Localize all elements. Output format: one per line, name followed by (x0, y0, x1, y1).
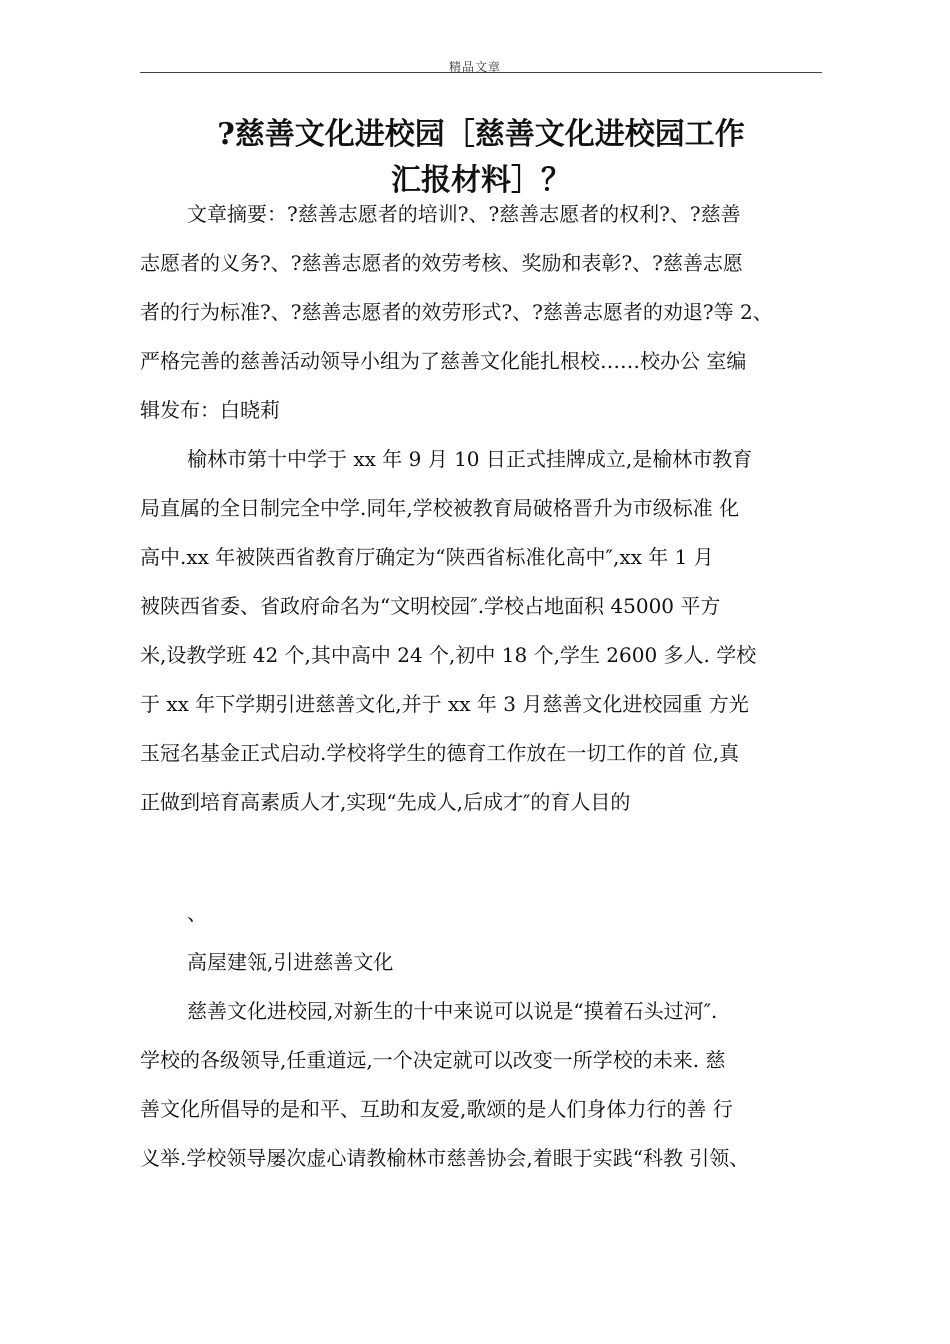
header-divider (140, 72, 822, 73)
text-line: 于 xx 年下学期引进慈善文化,并于 xx 年 3 月慈善文化进校园重 方光 (140, 692, 749, 716)
text-line: 严格完善的慈善活动领导小组为了慈善文化能扎根校……校办公 室编 (140, 349, 747, 373)
title-line-1: ?慈善文化进校园［慈善文化进校园工作 (217, 117, 745, 153)
text-line: 正做到培育高素质人才,实现“先成人,后成才″的育人目的 (140, 790, 631, 814)
text-line: 榆林市第十中学于 xx 年 9 月 10 日正式挂牌成立,是榆林市教育 (187, 447, 753, 471)
text-line: 学校的各级领导,任重道远,一个决定就可以改变一所学校的未来. 慈 (140, 1048, 726, 1072)
section-heading: 高屋建瓴,引进慈善文化 (187, 950, 394, 974)
intro-paragraph (140, 435, 822, 827)
text-line: 玉冠名基金正式启动.学校将学生的德育工作放在一切工作的首 位,真 (140, 741, 740, 765)
text-line: 被陕西省委、省政府命名为“文明校园″.学校占地面积 45000 平方 (140, 594, 721, 618)
text-line: 者的行为标准?、?慈善志愿者的效劳形式?、?慈善志愿者的劝退?等 2、 (140, 300, 773, 324)
text-line: 文章摘要：?慈善志愿者的培训?、?慈善志愿者的权利?、?慈善 (187, 202, 741, 226)
header-label: 精品文章 (448, 60, 501, 74)
text-line: 义举.学校领导屡次虚心请教榆林市慈善协会,着眼于实践“科教 引领、 (140, 1146, 750, 1170)
text-line: 志愿者的义务?、?慈善志愿者的效劳考核、奖励和表彰?、?慈善志愿 (140, 251, 743, 275)
document-body (140, 190, 822, 1183)
section-mark: 、 (187, 901, 207, 925)
text-line: 高中.xx 年被陕西省教育厅确定为“陕西省标准化高中″,xx 年 1 月 (140, 545, 714, 569)
text-line: 辑发布：白晓莉 (140, 398, 280, 422)
section-paragraph (140, 987, 822, 1183)
text-line: 善文化所倡导的是和平、互助和友爱,歌颂的是人们身体力行的善 行 (140, 1097, 733, 1121)
text-line: 局直属的全日制完全中学.同年,学校被教育局破格晋升为市级标准 化 (140, 496, 740, 520)
text-line: 慈善文化进校园,对新生的十中来说可以说是“摸着石头过河″. (187, 999, 718, 1023)
title-line-2: 汇报材料］？ (391, 163, 571, 199)
text-line: 米,设教学班 42 个,其中高中 24 个,初中 18 个,学生 2600 多人. 学校 (140, 643, 757, 667)
abstract-paragraph (140, 190, 822, 435)
